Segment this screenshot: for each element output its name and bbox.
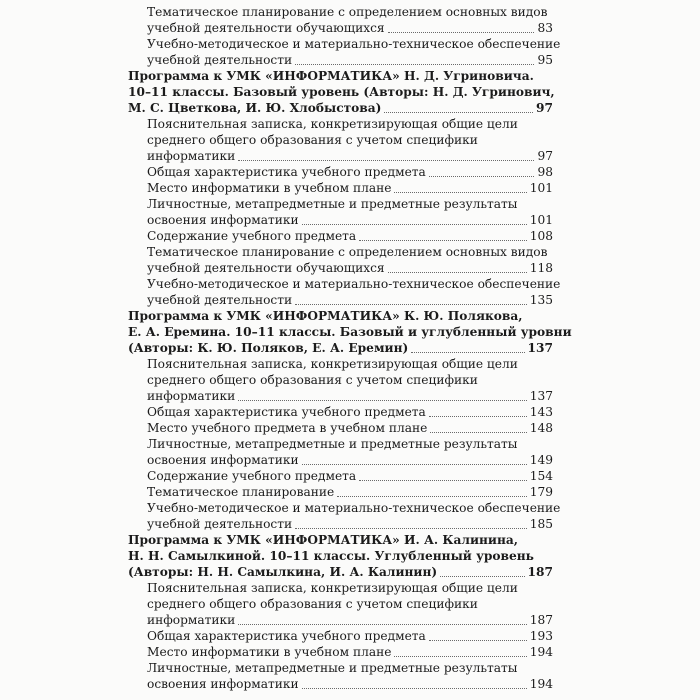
toc-entry-text: Пояснительная записка, конкретизирующая общие цели [147, 357, 518, 371]
toc-entry-line [147, 644, 553, 660]
dot-leader [302, 464, 527, 465]
toc-subentry [0, 356, 700, 404]
page-number: 194 [529, 645, 553, 659]
toc-entry-line [147, 132, 553, 148]
toc-entry-line [147, 244, 553, 260]
toc-entry-line [147, 372, 553, 388]
toc-entry-text: Содержание учебного предмета [147, 469, 357, 483]
toc-entry-line [147, 228, 553, 244]
toc-section-entry [0, 68, 700, 116]
toc-entry-line [147, 516, 553, 532]
toc-entry-line [147, 292, 553, 308]
toc-subentry [0, 244, 700, 276]
toc-entry-line [147, 4, 553, 20]
dot-leader [394, 656, 526, 657]
toc-entry-text: Общая характеристика учебного предмета [147, 165, 426, 179]
toc-entry-text: Место информатики в учебном плане [147, 645, 392, 659]
page-number: 108 [529, 229, 553, 243]
toc-subentry [0, 484, 700, 500]
dot-leader [429, 640, 527, 641]
toc-entry-text: учебной деятельности обучающихся [147, 21, 385, 35]
toc-entry-line [147, 20, 553, 36]
toc-entry-line [128, 308, 553, 324]
toc-entry-text: освоения информатики [147, 453, 299, 467]
toc-subentry [0, 116, 700, 164]
page-number: 118 [529, 261, 553, 275]
toc-entry-text: Содержание учебного предмета [147, 229, 357, 243]
page-number: 83 [537, 21, 553, 35]
toc-entry-line [147, 628, 553, 644]
toc-entry-line [128, 532, 553, 548]
toc-entry-text: Тематическое планирование [147, 485, 335, 499]
dot-leader [430, 432, 526, 433]
toc-entry-line [128, 548, 553, 564]
toc-subentry [0, 644, 700, 660]
toc-entry-text: учебной деятельности [147, 517, 293, 531]
toc-entry-text: (Авторы: К. Ю. Поляков, Е. А. Еремин) [128, 341, 409, 355]
toc-entry-line [147, 404, 553, 420]
toc-entry-text: освоения информатики [147, 213, 299, 227]
toc-entry-line [128, 100, 553, 116]
toc-entry-line [147, 676, 553, 692]
toc-entry-text: Учебно-методическое и материально-техническое обеспечение [147, 501, 561, 515]
toc-entry-text: Личностные, метапредметные и предметные результаты [147, 661, 518, 675]
dot-leader [359, 240, 527, 241]
toc-entry-text: Место учебного предмета в учебном плане [147, 421, 428, 435]
page-number: 97 [537, 149, 553, 163]
toc-entry-text: Программа к УМК «ИНФОРМАТИКА» И. А. Калинина, [128, 533, 519, 547]
dot-leader [295, 304, 527, 305]
toc-entry-text: среднего общего образования с учетом специфики [147, 133, 478, 147]
toc-entry-line [147, 612, 553, 628]
dot-leader [238, 160, 534, 161]
page-number: 98 [537, 165, 553, 179]
toc-subentry [0, 660, 700, 692]
toc-subentry [0, 628, 700, 644]
toc-entry-text: Общая характеристика учебного предмета [147, 405, 426, 419]
toc-subentry [0, 228, 700, 244]
toc-entry-text: среднего общего образования с учетом специфики [147, 597, 478, 611]
dot-leader [337, 496, 527, 497]
page-number: 187 [529, 613, 553, 627]
toc-entry-line [147, 276, 561, 292]
toc-entry-text: М. С. Цветкова, И. Ю. Хлобыстова) [128, 101, 382, 115]
toc-entry-text: Пояснительная записка, конкретизирующая общие цели [147, 117, 518, 131]
toc-entry-text: Учебно-методическое и материально-техническое обеспечение [147, 37, 561, 51]
toc-entry-text: Е. А. Еремина. 10–11 классы. Базовый и углубленный уровни [128, 325, 572, 339]
toc-subentry [0, 276, 700, 308]
toc-entry-text: Н. Н. Самылкиной. 10–11 классы. Углубленный уровень [128, 549, 534, 563]
toc-subentry [0, 164, 700, 180]
dot-leader [302, 688, 527, 689]
toc-entry-line [128, 68, 553, 84]
page-number: 179 [529, 485, 553, 499]
page-number: 187 [527, 565, 553, 579]
toc-entry-text: Программа к УМК «ИНФОРМАТИКА» К. Ю. Полякова, [128, 309, 523, 323]
toc-entry-line [128, 564, 553, 580]
toc-subentry [0, 196, 700, 228]
toc-entry-text: информатики [147, 149, 236, 163]
toc-section-entry [0, 532, 700, 580]
toc-subentry [0, 468, 700, 484]
toc-entry-line [147, 580, 553, 596]
page-number: 148 [529, 421, 553, 435]
page-number: 137 [527, 341, 553, 355]
toc-entry-text: учебной деятельности [147, 53, 293, 67]
toc-entry-line [147, 164, 553, 180]
toc-subentry [0, 500, 700, 532]
dot-leader [295, 64, 534, 65]
dot-leader [384, 112, 533, 113]
toc-subentry [0, 180, 700, 196]
toc-entry-text: информатики [147, 613, 236, 627]
toc-entry-line [147, 484, 553, 500]
toc-entry-text: Личностные, метапредметные и предметные результаты [147, 197, 518, 211]
dot-leader [302, 224, 527, 225]
toc-entry-text: 10–11 классы. Базовый уровень (Авторы: Н. Д. Угринович, [128, 85, 555, 99]
page-number: 143 [529, 405, 553, 419]
page-number: 154 [529, 469, 553, 483]
toc-entry-line [147, 436, 553, 452]
toc-entry-line [147, 260, 553, 276]
toc-entry-text: информатики [147, 389, 236, 403]
dot-leader [429, 416, 527, 417]
toc-entry-line [147, 36, 561, 52]
dot-leader [411, 352, 524, 353]
dot-leader [388, 32, 535, 33]
page-number: 137 [529, 389, 553, 403]
toc-subentry [0, 580, 700, 628]
toc-entry-line [147, 596, 553, 612]
toc-entry-line [147, 356, 553, 372]
page-number: 194 [529, 677, 553, 691]
dot-leader [440, 576, 524, 577]
dot-leader [295, 528, 527, 529]
toc-entry-line [147, 180, 553, 196]
toc-entry-text: Учебно-методическое и материально-техническое обеспечение [147, 277, 561, 291]
toc-entry-text: Личностные, метапредметные и предметные результаты [147, 437, 518, 451]
toc-entry-line [147, 148, 553, 164]
toc-entry-line [147, 660, 553, 676]
page-number: 95 [537, 53, 553, 67]
toc-subentry [0, 420, 700, 436]
toc-entry-line [147, 212, 553, 228]
page-number: 149 [529, 453, 553, 467]
toc-entry-line [147, 468, 553, 484]
toc-entry-line [128, 324, 572, 340]
toc-subentry [0, 36, 700, 68]
toc-entry-text: освоения информатики [147, 677, 299, 691]
toc-entry-text: учебной деятельности [147, 293, 293, 307]
toc-subentry [0, 436, 700, 468]
toc-entry-line [128, 340, 553, 356]
page-number: 101 [529, 213, 553, 227]
toc-entry-line [147, 452, 553, 468]
toc-subentry [0, 404, 700, 420]
dot-leader [359, 480, 527, 481]
toc-entry-line [147, 52, 553, 68]
toc-entry-line [147, 116, 553, 132]
toc-subentry [0, 4, 700, 36]
toc-entry-line [147, 500, 561, 516]
toc-entry-text: Тематическое планирование с определением основных видов [147, 245, 548, 259]
toc-entry-line [147, 388, 553, 404]
toc-entry-text: учебной деятельности обучающихся [147, 261, 385, 275]
page-number: 135 [529, 293, 553, 307]
toc-entry-text: среднего общего образования с учетом специфики [147, 373, 478, 387]
toc-entry-line [128, 84, 553, 100]
toc-entry-text: Тематическое планирование с определением основных видов [147, 5, 548, 19]
toc-entry-text: Место информатики в учебном плане [147, 181, 392, 195]
page-number: 101 [529, 181, 553, 195]
dot-leader [238, 400, 526, 401]
dot-leader [394, 192, 526, 193]
toc-entry-text: Программа к УМК «ИНФОРМАТИКА» Н. Д. Угриновича. [128, 69, 534, 83]
toc-section-entry [0, 308, 700, 356]
page-number: 185 [529, 517, 553, 531]
dot-leader [429, 176, 535, 177]
toc-entry-text: Пояснительная записка, конкретизирующая общие цели [147, 581, 518, 595]
page-number: 97 [536, 101, 553, 115]
dot-leader [238, 624, 526, 625]
toc-entry-text: (Авторы: Н. Н. Самылкина, И. А. Калинин) [128, 565, 438, 579]
dot-leader [388, 272, 527, 273]
toc-entry-line [147, 196, 553, 212]
toc-entry-line [147, 420, 553, 436]
page-number: 193 [529, 629, 553, 643]
toc-entry-text: Общая характеристика учебного предмета [147, 629, 426, 643]
